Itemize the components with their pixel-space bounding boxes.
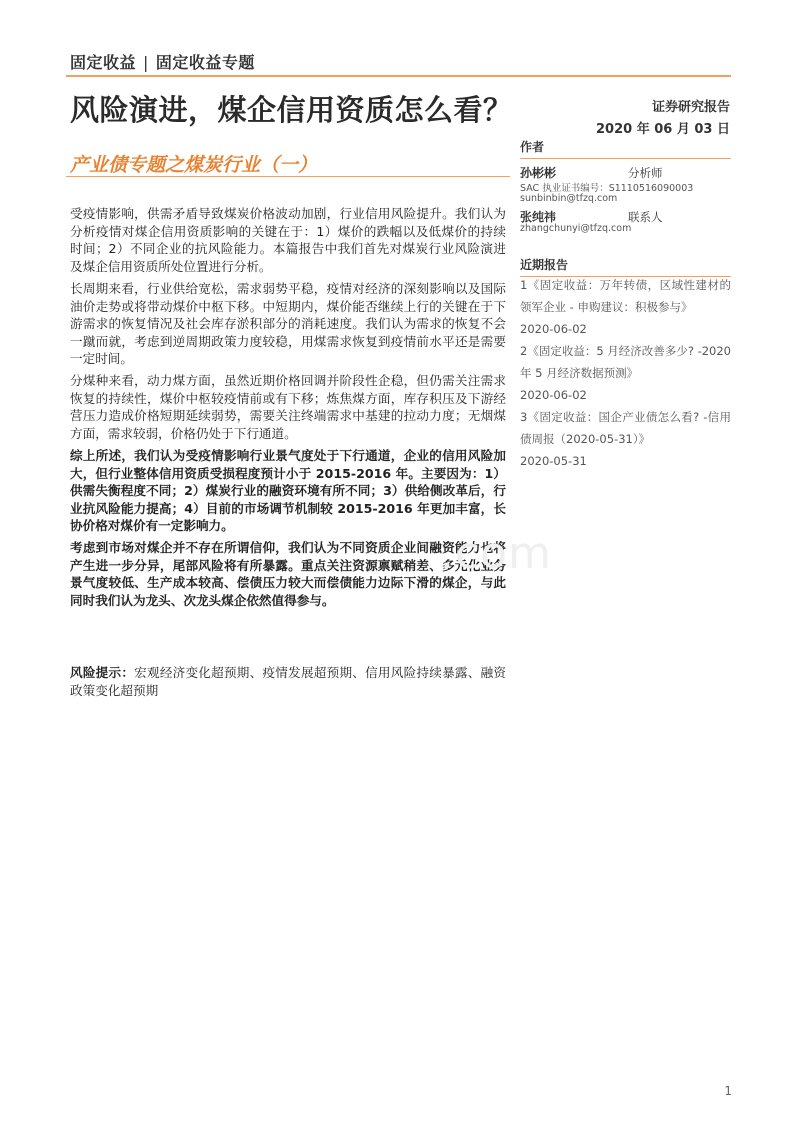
page-number: 1 — [724, 1084, 732, 1098]
summary-paragraph-5: 考虑到市场对煤企并不存在所谓信仰，我们认为不同资质企业间融资能力也将产生进一步分异，尾部风险将有所暴露。重点关注资源禀赋稍差、多元化业务景气度较低、生产成本较高、偿债压力较大而偿债能力边际下滑的煤企，与此同时我们认为龙头、次龙头煤企依然值得参与。 — [70, 540, 506, 608]
report-date: 2020 年 06 月 03 日 — [596, 122, 730, 137]
recent-reports-list — [520, 274, 731, 474]
author-role: 分析师 — [628, 166, 663, 180]
report-subtitle: 产业债专题之煤炭行业（一） — [70, 154, 318, 176]
author-role: 联系人 — [628, 210, 663, 224]
recent-report-link[interactable]: 3《固定收益：国企产业债怎么看? -信用债周报（2020-05-31）》 — [520, 410, 731, 446]
category-separator: | — [143, 53, 149, 72]
subcategory-label: 固定收益专题 — [155, 53, 255, 72]
authors-block — [520, 164, 731, 244]
author-cert: SAC 执业证书编号：S1110516090003 — [520, 183, 694, 194]
author-email[interactable]: sunbinbin@tfzq.com — [520, 193, 618, 204]
recent-report-date: 2020-06-02 — [520, 388, 587, 402]
watermark: .com — [440, 528, 552, 579]
recent-reports-heading: 近期报告 — [520, 256, 731, 277]
risk-warning — [70, 664, 506, 699]
header-category — [70, 50, 255, 73]
report-title: 风险演进，煤企信用资质怎么看？ — [70, 93, 513, 127]
category-label: 固定收益 — [70, 53, 137, 72]
author-name: 孙彬彬 — [520, 166, 557, 180]
risk-label: 风险提示： — [70, 665, 135, 680]
recent-report-link[interactable]: 2《固定收益：5 月经济改善多少? -2020 年 5 月经济数据预测》 — [520, 344, 731, 380]
summary-paragraph-2: 长周期来看，行业供给宽松，需求弱势平稳，疫情对经济的深刻影响以及国际油价走势或将带动煤价中枢下移。中短期内，煤价能否继续上行的关键在于下游需求的恢复情况及社会库存淤积部分的消耗速度。我们认为需求的恢复不会一蹴而就，考虑到逆周期政策力度较稳，用煤需求恢复到疫情前水平还是需要一定时间。 — [70, 281, 506, 366]
recent-report-date: 2020-05-31 — [520, 454, 587, 468]
author-email[interactable]: zhangchunyi@tfzq.com — [520, 223, 632, 234]
report-type: 证券研究报告 — [651, 100, 730, 115]
recent-report-link[interactable]: 1《固定收益：万年转债，区域性建材的领军企业 - 申购建议：积极参与》 — [520, 278, 731, 314]
risk-text: 宏观经济变化超预期、疫情发展超预期、信用风险持续暴露、融资政策变化超预期 — [70, 665, 507, 698]
recent-report-date: 2020-06-02 — [520, 322, 587, 336]
subtitle-divider — [66, 176, 510, 177]
summary-paragraph-3: 分煤种来看，动力煤方面，虽然近期价格回调并阶段性企稳，但仍需关注需求恢复的持续性，煤价中枢较疫情前或有下移；炼焦煤方面，库存积压及下游经营压力造成价格短期延续弱势，需要关注终端需求中基建的拉动力度；无烟煤方面，需求较弱，价格仍处于下行通道。 — [70, 373, 506, 441]
summary-paragraph-4: 综上所述，我们认为受疫情影响行业景气度处于下行通道，企业的信用风险加大，但行业整体信用资质受损程度预计小于 2015-2016 年。主要因为：1）供需失衡程度不同；2）煤炭行业的融资环境有所不同；3）供给侧改革后，行业抗风险能力提高；4）目前的市场调节机制较 2015-2016 年更加丰富，长协价格对煤价有一定影响力。 — [70, 448, 506, 533]
authors-heading: 作者 — [520, 138, 731, 159]
author-name: 张纯祎 — [520, 210, 557, 224]
header-divider — [66, 75, 731, 77]
summary-paragraph-1: 受疫情影响，供需矛盾导致煤炭价格波动加剧，行业信用风险提升。我们认为分析疫情对煤企信用资质影响的关键在于：1）煤价的跌幅以及低煤价的持续时间；2）不同企业的抗风险能力。本篇报告中我们首先对煤炭行业风险演进及煤企信用资质所处位置进行分析。 — [70, 206, 506, 274]
